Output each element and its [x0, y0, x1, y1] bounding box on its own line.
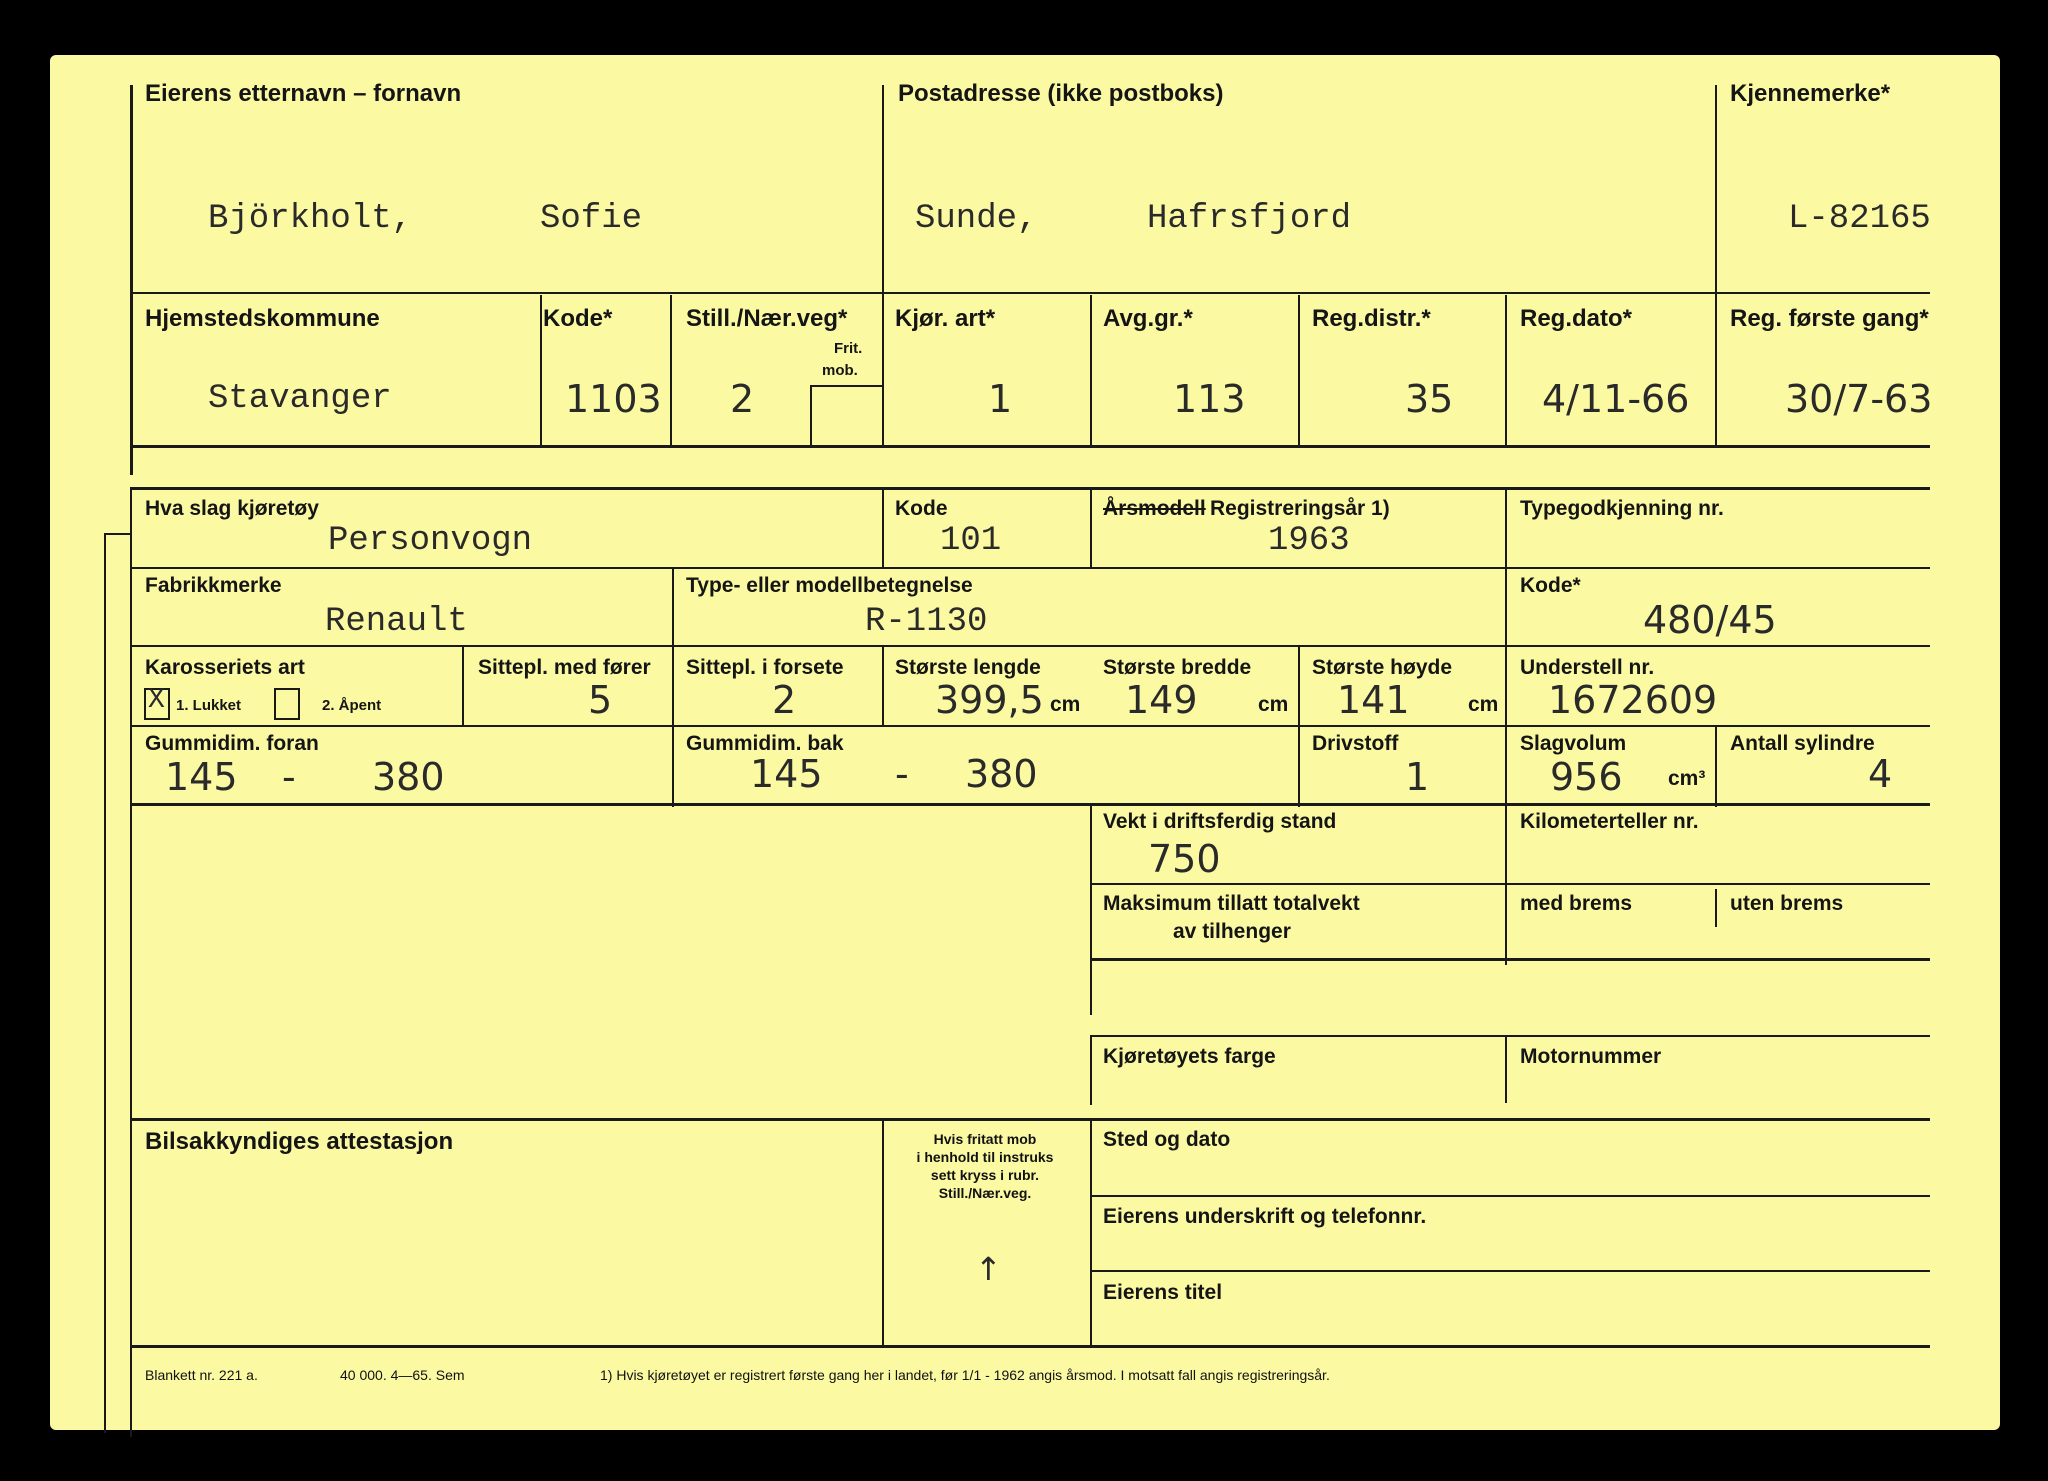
kmteller-label: Kilometerteller nr. [1520, 810, 1699, 833]
titel-label: Eierens titel [1103, 1281, 1223, 1304]
divider [1090, 295, 1092, 445]
bredde-label: Største bredde [1103, 656, 1252, 679]
understell-label: Understell nr. [1520, 656, 1655, 679]
sylindre-label: Antall sylindre [1730, 732, 1875, 755]
gummi-bak-label: Gummidim. bak [686, 732, 844, 755]
vehicle-kode-label: Kode [895, 497, 948, 520]
registration-card [50, 55, 2000, 1430]
arrow-up-icon: ↑ [975, 1250, 1002, 1288]
left-border [130, 487, 132, 1437]
uten-brems-label: uten brems [1730, 892, 1844, 915]
vekt-value: 750 [1148, 837, 1221, 881]
divider [1505, 805, 1507, 965]
lukket-check-mark: X [148, 685, 165, 716]
divider [1715, 725, 1717, 807]
type-value: R-1130 [865, 603, 988, 641]
karosseri-label: Karosseriets art [145, 656, 305, 679]
divider [1298, 295, 1300, 445]
divider [130, 1118, 1930, 1121]
divider [882, 295, 884, 445]
divider [1090, 805, 1092, 1015]
drivstoff-label: Drivstoff [1312, 732, 1399, 755]
address-place: Sunde, [915, 200, 1038, 238]
hjemsted-value: Stavanger [208, 380, 392, 418]
fritmob-box-top [810, 385, 882, 387]
gummi-bak-rim: 380 [965, 752, 1038, 796]
divider [1505, 1035, 1507, 1103]
slagvolum-label: Slagvolum [1520, 732, 1627, 755]
maks-label-1: Maksimum tillatt totalvekt [1103, 892, 1360, 915]
gummi-bak-width: 145 [750, 752, 823, 796]
print-run: 40 000. 4—65. Sem [340, 1367, 465, 1383]
attest-title: Bilsakkyndiges attestasjon [145, 1128, 454, 1155]
slagvolum-value: 956 [1550, 755, 1623, 799]
divider [882, 1118, 884, 1348]
address-area: Hafrsfjord [1147, 200, 1352, 238]
sted-label: Sted og dato [1103, 1128, 1231, 1151]
gummi-foran-rim: 380 [372, 755, 445, 799]
slag-value: Personvogn [328, 522, 533, 560]
hoyde-label: Største høyde [1312, 656, 1453, 679]
mob-note-line: Hvis fritatt mob [933, 1131, 1037, 1147]
divider [130, 725, 1930, 727]
motor-label: Motornummer [1520, 1045, 1662, 1068]
fritmob-box-side [810, 385, 812, 445]
mob-note-line: Still./Nær.veg. [938, 1185, 1032, 1201]
slag-label: Hva slag kjøretøy [145, 497, 319, 520]
regdistr-value: 35 [1405, 377, 1454, 421]
divider [130, 645, 1930, 647]
divider [1090, 1270, 1930, 1272]
divider [130, 567, 1930, 569]
sitte-forer-value: 5 [588, 678, 613, 722]
divider [1505, 295, 1507, 445]
kode-label: Kode* [543, 305, 613, 332]
typegod-label: Typegodkjenning nr. [1520, 497, 1724, 520]
type-label: Type- eller modellbetegnelse [686, 574, 973, 597]
divider [462, 645, 464, 727]
drivstoff-value: 1 [1405, 755, 1430, 799]
divider [1090, 487, 1092, 569]
divider [1090, 1035, 1930, 1037]
owner-label: Eierens etternavn – fornavn [145, 80, 462, 107]
address-label: Postadresse (ikke postboks) [898, 80, 1224, 107]
fabrikk-label: Fabrikkmerke [145, 574, 282, 597]
kode2-label: Kode* [1520, 574, 1581, 597]
divider [670, 295, 672, 445]
bredde-value: 149 [1125, 678, 1198, 722]
kjor-label: Kjør. art* [895, 305, 996, 332]
avg-value: 113 [1173, 377, 1246, 421]
apent-checkbox[interactable] [274, 688, 300, 720]
divider [130, 1345, 1930, 1348]
divider [1090, 1195, 1930, 1197]
regdistr-label: Reg.distr.* [1312, 305, 1431, 332]
divider [130, 292, 1930, 294]
kjor-value: 1 [988, 377, 1013, 421]
divider [130, 803, 1930, 806]
regmark-value: L-82165 [1788, 200, 1931, 238]
sitte-forer-label: Sittepl. med fører [478, 656, 651, 679]
underskrift-label: Eierens underskrift og telefonnr. [1103, 1205, 1427, 1228]
mob-note-line: i henhold til instruks [916, 1149, 1054, 1165]
understell-value: 1672609 [1548, 678, 1718, 722]
gummi-bak-dash: - [895, 752, 909, 796]
gummi-foran-width: 145 [165, 755, 238, 799]
forste-value: 30/7-63 [1785, 377, 1933, 421]
farge-label: Kjøretøyets farge [1103, 1045, 1276, 1068]
avg-label: Avg.gr.* [1103, 305, 1193, 332]
year-value: 1963 [1268, 522, 1350, 560]
blankett-number: Blankett nr. 221 a. [145, 1367, 258, 1383]
divider [672, 567, 674, 807]
vehicle-kode-value: 101 [940, 522, 1002, 560]
margin-tick [104, 533, 130, 535]
sitte-forsete-value: 2 [772, 678, 797, 722]
kode-value: 1103 [565, 377, 662, 421]
fabrikk-value: Renault [325, 603, 468, 641]
fritmob-label-1: Frit. [834, 340, 863, 357]
owner-first-name: Sofie [540, 200, 643, 238]
still-value: 2 [730, 377, 755, 421]
margin-line [104, 533, 106, 1433]
divider [882, 487, 884, 569]
footnote: 1) Hvis kjøretøyet er registrert første gang her i landet, før 1/1 - 1962 angis årsmod. I motsatt fall angis registreringsår. [600, 1367, 1330, 1383]
sylindre-value: 4 [1868, 752, 1893, 796]
divider [1090, 883, 1930, 885]
divider [1090, 1035, 1092, 1105]
fritmob-label-2: mob. [822, 362, 858, 379]
hoyde-unit: cm [1468, 693, 1499, 716]
gummi-foran-label: Gummidim. foran [145, 732, 319, 755]
med-brems-label: med brems [1520, 892, 1633, 915]
lengde-unit: cm [1050, 693, 1081, 716]
divider [1090, 1118, 1092, 1348]
regdato-value: 4/11-66 [1542, 377, 1690, 421]
divider [1715, 889, 1717, 927]
divider [130, 445, 1930, 448]
bredde-unit: cm [1258, 693, 1289, 716]
arsmodell-struck: Årsmodell [1103, 497, 1206, 520]
owner-last-name: Björkholt, [208, 200, 413, 238]
regdato-label: Reg.dato* [1520, 305, 1633, 332]
apent-label: 2. Åpent [322, 697, 382, 714]
maks-label-2: av tilhenger [1173, 920, 1291, 943]
divider [540, 295, 542, 445]
divider [1715, 295, 1717, 445]
lukket-label: 1. Lukket [176, 697, 242, 714]
still-label: Still./Nær.veg* [686, 305, 848, 332]
hjemsted-label: Hjemstedskommune [145, 305, 380, 332]
sitte-forsete-label: Sittepl. i forsete [686, 656, 844, 679]
lengde-label: Største lengde [895, 656, 1041, 679]
mob-note [910, 1130, 1060, 1202]
divider [882, 645, 884, 727]
divider [1090, 958, 1930, 961]
arsmodell-label: Registreringsår 1) [1210, 497, 1390, 520]
kode2-value: 480/45 [1643, 598, 1777, 642]
forste-label: Reg. første gang* [1730, 305, 1929, 332]
gummi-foran-dash: - [282, 755, 296, 799]
lengde-value: 399,5 [935, 678, 1044, 722]
regmark-label: Kjennemerke* [1730, 80, 1891, 107]
mob-note-line: sett kryss i rubr. [930, 1167, 1040, 1183]
left-border [130, 85, 133, 475]
divider [130, 487, 1930, 490]
vekt-label: Vekt i driftsferdig stand [1103, 810, 1337, 833]
hoyde-value: 141 [1337, 678, 1410, 722]
slagvolum-unit: cm³ [1668, 767, 1706, 790]
